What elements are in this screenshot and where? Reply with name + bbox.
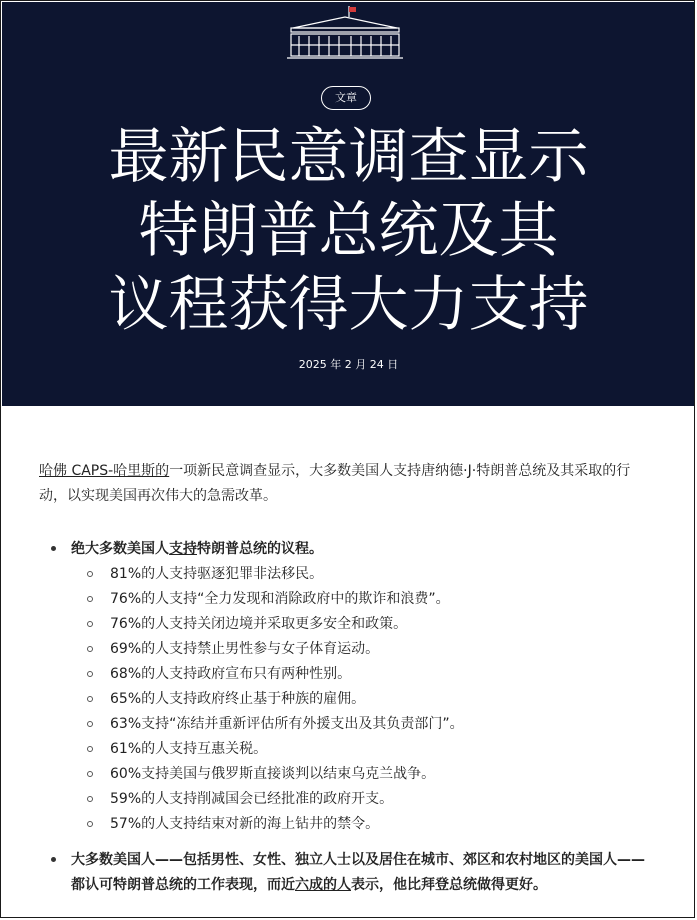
intro-text: 一项新民意调查显示，大多数美国人支持唐纳德·J·特朗普总统及其采取的行动，以实现美国再次伟大的急需改革。 <box>39 463 631 504</box>
bullet-heading-post: 特朗普总统的议程。 <box>197 541 323 557</box>
title-line-1: 最新民意调查显示 <box>108 122 589 192</box>
stat-item <box>71 737 657 762</box>
stat-item <box>71 637 657 662</box>
title-line-3: 议程获得大力支持 <box>108 270 589 340</box>
stat-item <box>71 762 657 787</box>
key-points-list <box>39 537 657 898</box>
sub-bullet <box>87 721 93 727</box>
harvard-caps-harris-link[interactable]: 哈佛 CAPS-哈里斯的 <box>39 463 170 479</box>
support-stats-list <box>71 562 657 837</box>
article-body <box>39 459 657 898</box>
sub-bullet <box>87 821 93 827</box>
sub-bullet <box>87 596 93 602</box>
hero-banner <box>2 2 695 406</box>
sub-bullet <box>87 696 93 702</box>
sub-bullet <box>87 646 93 652</box>
stat-text: 65%的人支持政府终止基于种族的雇佣。 <box>110 691 366 707</box>
article-badge[interactable]: 文章 <box>321 86 371 110</box>
bullet-heading-post: 表示，他比拜登总统做得更好。 <box>351 877 547 893</box>
bullet-heading-pre: 绝大多数美国人 <box>71 541 169 557</box>
stat-item <box>71 587 657 612</box>
title-line-2: 特朗普总统及其 <box>138 196 559 266</box>
stat-item <box>71 712 657 737</box>
stat-item <box>71 687 657 712</box>
stat-item <box>71 612 657 637</box>
stat-item <box>71 562 657 587</box>
stat-text: 76%的人支持关闭边境并采取更多安全和政策。 <box>110 616 408 632</box>
stat-text: 59%的人支持削减国会已经批准的政府开支。 <box>110 791 394 807</box>
bullet-job-approval <box>39 848 657 898</box>
sub-bullet <box>87 771 93 777</box>
sub-bullet <box>87 571 93 577</box>
stat-text: 68%的人支持政府宣布只有两种性别。 <box>110 666 352 682</box>
bullet-support-agenda <box>39 537 657 837</box>
sub-bullet <box>87 621 93 627</box>
stat-item <box>71 812 657 837</box>
bullet-dot <box>51 546 56 551</box>
stat-text: 69%的人支持禁止男性参与女子体育运动。 <box>110 641 380 657</box>
intro-paragraph <box>39 459 657 509</box>
bullet-heading-pre: 大多数美国人——包括男性、女性、独立人士以及居住在城市、郊区和农村地区的美国人——都认可特朗普总统的工作表现，而近 <box>71 852 645 893</box>
publish-date: 2025 年 2 月 24 日 <box>298 358 399 371</box>
sub-bullet <box>87 746 93 752</box>
six-in-ten-link[interactable]: 六成的人 <box>295 877 351 893</box>
stat-text: 60%支持美国与俄罗斯直接谈判以结束乌克兰战争。 <box>110 766 436 782</box>
stat-text: 63%支持“冻结并重新评估所有外援支出及其负责部门”。 <box>110 716 464 732</box>
sub-bullet <box>87 796 93 802</box>
stat-text: 76%的人支持“全力发现和消除政府中的欺诈和浪费”。 <box>110 591 450 607</box>
page-title <box>2 120 695 342</box>
white-house-icon <box>283 4 407 62</box>
support-link[interactable]: 支持 <box>169 541 197 557</box>
stat-text: 57%的人支持结束对新的海上钻井的禁令。 <box>110 816 380 832</box>
stat-item <box>71 787 657 812</box>
bullet-heading <box>71 537 657 562</box>
stat-item <box>71 662 657 687</box>
bullet-dot <box>51 857 56 862</box>
bullet-heading <box>71 848 657 898</box>
stat-text: 81%的人支持驱逐犯罪非法移民。 <box>110 566 324 582</box>
sub-bullet <box>87 671 93 677</box>
stat-text: 61%的人支持互惠关税。 <box>110 741 268 757</box>
